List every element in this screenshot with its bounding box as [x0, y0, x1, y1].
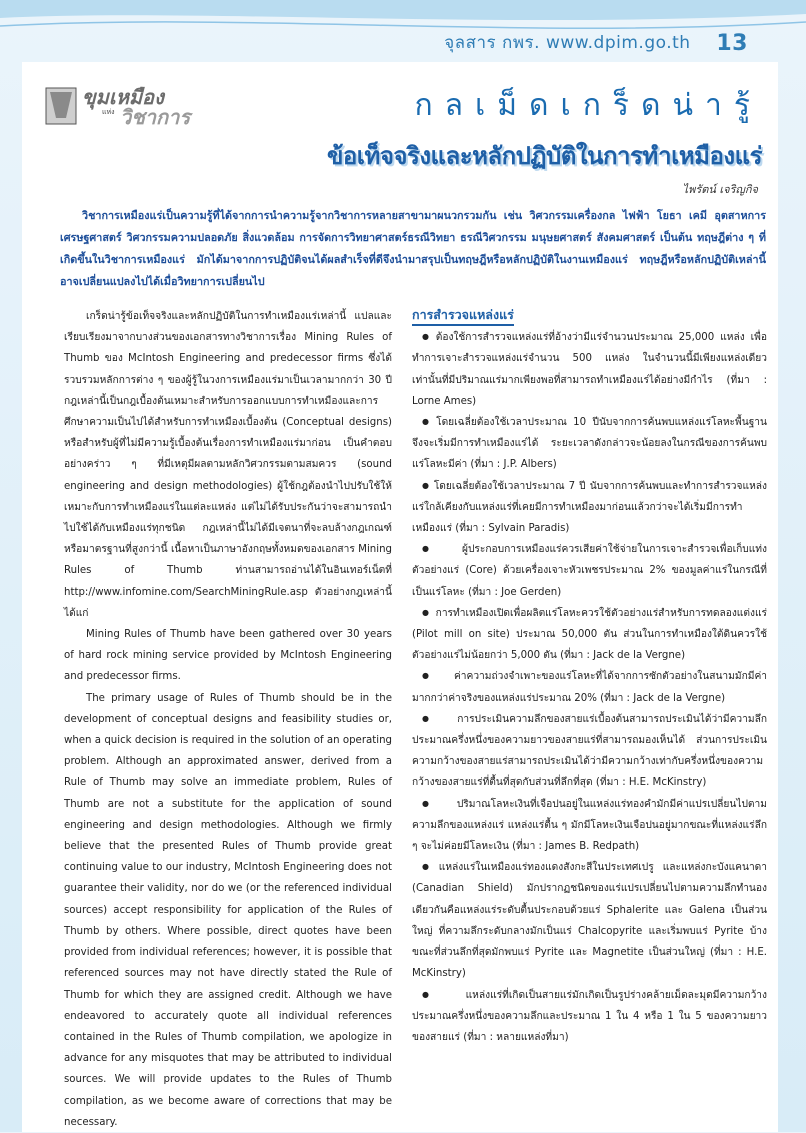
left-paragraph: เกร็ดน่ารู้ข้อเท็จจริงและหลักปฏิบัติในการทำเหมืองแร่เหล่านี้ แปลและเรียบเรียงมาจากบางส่วนของเอกสารทางวิชาการเรื่อง Mining Rules of Thumb ของ McIntosh Engineering and predecessor firms ซึ่งได้รวบรวมหลักการต่าง ๆ ของผู้รู้ในวงการเหมืองแร่มาเป็นเวลามากกว่า 30 ปี กฎเหล่านี้เป็นกฎเบื้องต้นเหมาะสำหรับการออกแบบการทำเหมืองและการศึกษาความเป็นไปได้สำหรับการทำเหมืองเบื้องต้น (Conceptual designs) หรือสำหรับผู้ที่ไม่มีความรู้เบื้องต้นเรื่องการทำเหมืองแร่มาก่อน เป็นคำตอบอย่างคร่าว ๆ ที่มีเหตุมีผลตามหลักวิศวกรรมตามสมควร (sound engineering and design methodologies) ผู้ใช้กฎต้องนำไปปรับใช้ให้เหมาะกับการทำเหมืองแร่ในแต่ละแหล่ง แต่ไม่ได้รับประกันว่าจะสามารถนำไปใช้ได้กับเหมืองแร่ทุกชนิด กฎเหล่านี้ไม่ได้มีเจตนาที่จะลบล้างกฎเกณฑ์หรือมาตรฐานที่สูงกว่านี้ เนื้อหาเป็นภาษาอังกฤษทั้งหมดของเอกสาร Mining Rules of Thumb ท่านสามารถอ่านได้ในอินเทอร์เน็ตที่ http://www.infomine.com/SearchMiningRule.asp ตัวอย่างกฎเหล่านี้ได้แก่	[64, 311, 392, 619]
list-item: ● ค่าความถ่วงจำเพาะของแร่โลหะที่ได้จากการซักตัวอย่างในสนามมักมีค่ามากกว่าค่าจริงของแหล่งแร่ประมาณ 20% (ที่มา : Jack de la Vergne)	[412, 666, 767, 708]
column-title: กลเม็ดเกร็ดน่ารู้	[414, 88, 762, 123]
left-column	[64, 306, 392, 1133]
list-item: ● ผู้ประกอบการเหมืองแร่ควรเสียค่าใช้จ่ายในการเจาะสำรวจเพื่อเก็บแท่งตัวอย่างแร่ (Core) ด้วยเครื่องเจาะหัวเพชรประมาณ 2% ของมูลค่าแร่ในกรณีที่เป็นแร่โลหะ (ที่มา : Joe Gerden)	[412, 539, 767, 603]
list-item: ● ปริมาณโลหะเงินที่เจือปนอยู่ในแหล่งแร่ทองคำมักมีค่าแปรเปลี่ยนไปตามความลึกของแหล่งแร่ แหล่งแร่ตื้น ๆ มักมีโลหะเงินเจือปนอยู่มากขณะที่แหล่งแร่ลึก ๆ จะไม่ค่อยมีโลหะเงิน (ที่มา : James B. Redpath)	[412, 794, 767, 858]
page-number: 13	[716, 31, 748, 56]
section-heading: การสำรวจแหล่งแร่	[412, 306, 514, 326]
column-logo	[42, 78, 212, 130]
logo-text-bottom: วิชาการ	[120, 105, 191, 129]
list-item: ● โดยเฉลี่ยต้องใช้เวลาประมาณ 10 ปีนับจากการค้นพบแหล่งแร่โลหะพื้นฐานจึงจะเริ่มมีการทำเหมืองแร่ได้ ระยะเวลาดังกล่าวจะน้อยลงในกรณีของการค้นพบแร่โลหะมีค่า (ที่มา : J.P. Albers)	[412, 412, 767, 476]
article-title: ข้อเท็จจริงและหลักปฏิบัติในการทำเหมืองแร่	[326, 142, 762, 170]
list-item: ● ต้องใช้การสำรวจแหล่งแร่ที่อ้างว่ามีแร่จำนวนประมาณ 25,000 แหล่ง เพื่อทำการเจาะสำรวจแหล่งแร่จำนวน 500 แหล่ง ในจำนวนนี้มีเพียงแหล่งเดียวเท่านั้นที่มีปริมาณแร่มากเพียงพอที่สามารถทำเหมืองแร่ได้อย่างมีกำไร (ที่มา : Lorne Ames)	[412, 327, 767, 412]
list-item: ● การประเมินความลึกของสายแร่เบื้องต้นสามารถประเมินได้ว่ามีความลึกประมาณครึ่งหนึ่งของความยาวของสายแร่ที่สามารถมองเห็นได้ ส่วนการประเมินความกว้างของสายแร่สามารถประเมินได้ว่ามีความกว้างเท่ากับครึ่งหนึ่งของความกว้างของสายแร่ที่ตื้นที่สุดกับส่วนที่ลึกที่สุด (ที่มา : H.E. McKinstry)	[412, 709, 767, 794]
list-item: ● โดยเฉลี่ยต้องใช้เวลาประมาณ 7 ปี นับจากการค้นพบและทำการสำรวจแหล่งแร่ใกล้เคียงกับแหล่งแร่ที่เคยมีการทำเหมืองมาก่อนแล้วกว่าจะได้เริ่มมีการทำเหมืองแร่ (ที่มา : Sylvain Paradis)	[412, 476, 767, 540]
journal-header	[444, 29, 748, 56]
author-name: ไพรัตน์ เจริญกิจ	[682, 183, 758, 196]
intro-paragraph: วิชาการเหมืองแร่เป็นความรู้ที่ได้จากการนำความรู้จากวิชาการหลายสาขามาผนวกรวมกัน เช่น วิศวกรรมเครื่องกล ไฟฟ้า โยธา เคมี อุตสาหการ เศรษฐศาสตร์ วิศวกรรมความปลอดภัย สิ่งแวดล้อม การจัดการวิทยาศาสตร์ธรณีวิทยา ธรณีวิศวกรรม มนุษยศาสตร์ สังคมศาสตร์ เป็นต้น ทฤษฎีต่าง ๆ ที่เกิดขึ้นในวิชาการเหมืองแร่ มักได้มาจากการปฏิบัติจนได้ผลสำเร็จที่ดีจึงนำมาสรุปเป็นทฤษฎีหรือหลักปฏิบัติในงานเหมืองแร่ ทฤษฎีหรือหลักปฏิบัติเหล่านี้อาจเปลี่ยนแปลงไปได้เมื่อวิทยาการเปลี่ยนไป	[60, 209, 766, 288]
left-paragraph: The primary usage of Rules of Thumb should be in the development of conceptual designs and feasibility studies or, when a quick decision is required in the solution of an operating problem. Although an approximated answer, derived from a Rule of Thumb may solve an immediate problem, Rules of Thumb are not a substitute for the application of sound engineering and design methodologies. Although we firmly believe that the presented Rules of Thumb provide great continuing value to our industry, McIntosh Engineering does not guarantee their validity, nor do we (or the referenced individual sources) accept responsibility for application of the Rules of Thumb by others. Where possible, direct quotes have been provided from individual references; however, it is possible that referenced sources may not have directly stated the Rule of Thumb for which they are assigned credit. Although we have endeavored to accurately quote all individual references contained in the Rules of Thumb compilation, we apologize in advance for any misquotes that may be attributed to individual sources. We will provide updates to the Rules of Thumb compilation, as we become aware of corrections that may be necessary.	[64, 692, 392, 1128]
list-item: ● แหล่งแร่ที่เกิดเป็นสายแร่มักเกิดเป็นรูปร่างคล้ายเม็ดละมุดมีความกว้างประมาณครึ่งหนึ่งของความลึกและประมาณ 1 ใน 4 หรือ 1 ใน 5 ของความยาวของสายแร่ (ที่มา : หลายแหล่งที่มา)	[412, 985, 767, 1049]
logo-text-top: ขุมเหมือง	[82, 85, 164, 109]
left-paragraph: Mining Rules of Thumb have been gathered over 30 years of hard rock mining service provided by McIntosh Engineering and predecessor firms.	[64, 629, 392, 683]
journal-name: จุลสาร กพร. www.dpim.go.th	[444, 33, 691, 53]
list-item: ● แหล่งแร่ในเหมืองแร่ทองแดงสังกะสีในประเทศเปรู และแหล่งกะบังแคนาดา (Canadian Shield) มักปรากฏชนิดของแร่แปรเปลี่ยนไปตามความลึกทำนองเดียวกันคือแหล่งแร่ระดับตื้นประกอบด้วยแร่ Sphalerite และ Galena เป็นส่วนใหญ่ ที่ความลึกระดับกลางมักเป็นแร่ Chalcopyrite และเริ่มพบแร่ Pyrite บ้าง ขณะที่ส่วนลึกที่สุดมักพบแร่ Pyrite และ Magnetite เป็นส่วนใหญ่ (ที่มา : H.E. McKinstry)	[412, 857, 767, 984]
list-item: ● การทำเหมืองเปิดเพื่อผลิตแร่โลหะควรใช้ตัวอย่างแร่สำหรับการทดลองแต่งแร่ (Pilot mill on site) ประมาณ 50,000 ตัน ส่วนในการทำเหมืองใต้ดินควรใช้ตัวอย่างแร่ไม่น้อยกว่า 5,000 ตัน (ที่มา : Jack de la Vergne)	[412, 603, 767, 667]
right-column	[412, 306, 767, 1048]
logo-small-text: แห่ง	[102, 108, 115, 116]
